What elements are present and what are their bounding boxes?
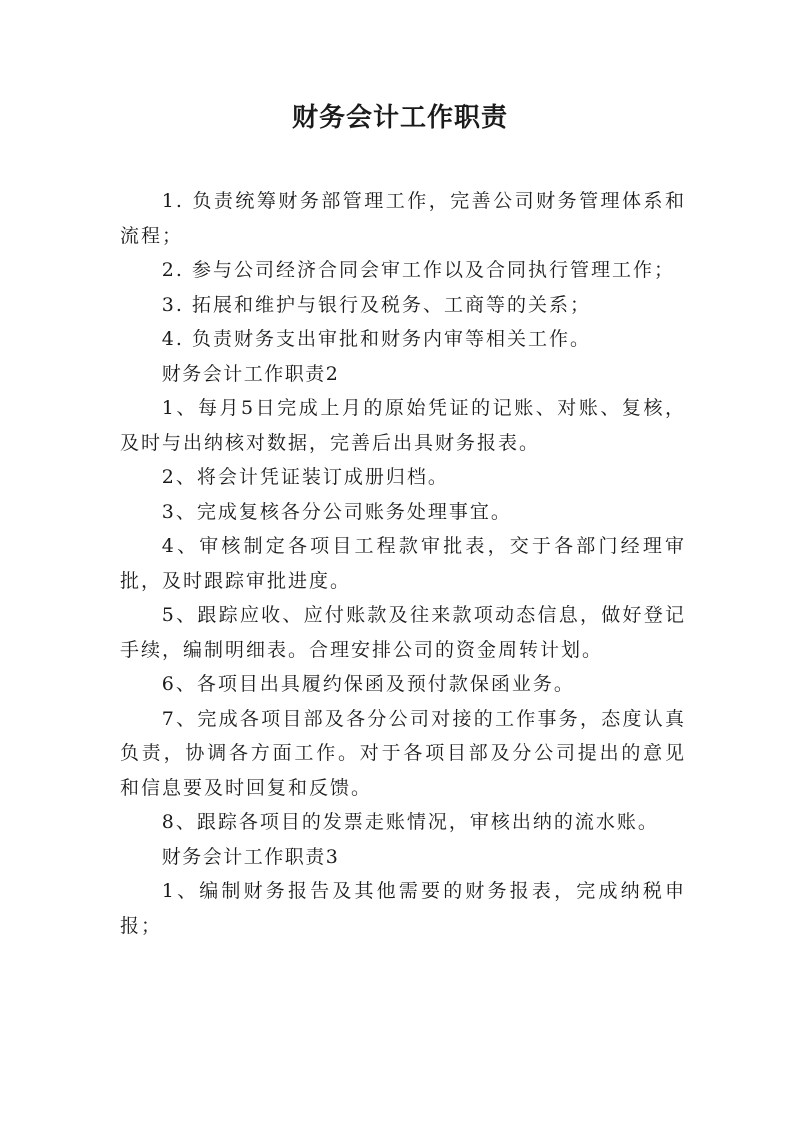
paragraph-duty-3-1: 1、编制财务报告及其他需要的财务报表，完成纳税申报； [120,880,686,937]
paragraph-duty-2-7: 7、完成各项目部及各分公司对接的工作事务，态度认真负责，协调各方面工作。对于各项目部及分公司提出的意见和信息要及时回复和反馈。 [120,707,686,799]
document-title: 财务会计工作职责 [291,103,508,133]
paragraph-duty-1-4: 4. 负责财务支出审批和财务内审等相关工作。 [161,328,591,350]
paragraph-duty-1-3: 3. 拓展和维护与银行及税务、工商等的关系； [161,293,591,316]
section-heading-3: 财务会计工作职责3 [161,845,340,868]
paragraph-duty-2-3: 3、完成复核各分公司账务处理事宜。 [161,500,512,523]
paragraph-duty-2-4: 4、审核制定各项目工程款审批表，交于各部门经理审批，及时跟踪审批进度。 [120,535,686,592]
document-body [120,184,686,943]
paragraph-duty-2-2: 2、将会计凭证装订成册归档。 [161,466,449,488]
paragraph-duty-1-2: 2. 参与公司经济合同会审工作以及合同执行管理工作； [161,259,675,281]
paragraph-duty-2-8: 8、跟踪各项目的发票走账情况，审核出纳的流水账。 [161,811,659,833]
paragraph-duty-1-1: 1. 负责统筹财务部管理工作，完善公司财务管理体系和流程； [120,190,686,247]
section-heading-2: 财务会计工作职责2 [161,362,340,385]
paragraph-duty-2-6: 6、各项目出具履约保函及预付款保函业务。 [161,673,575,695]
paragraph-duty-2-1: 1、每月5日完成上月的原始凭证的记账、对账、复核，及时与出纳核对数据，完善后出具财务报表。 [120,397,686,454]
paragraph-duty-2-5: 5、跟踪应收、应付账款及往来款项动态信息，做好登记手续，编制明细表。合理安排公司的资金周转计划。 [120,604,686,661]
